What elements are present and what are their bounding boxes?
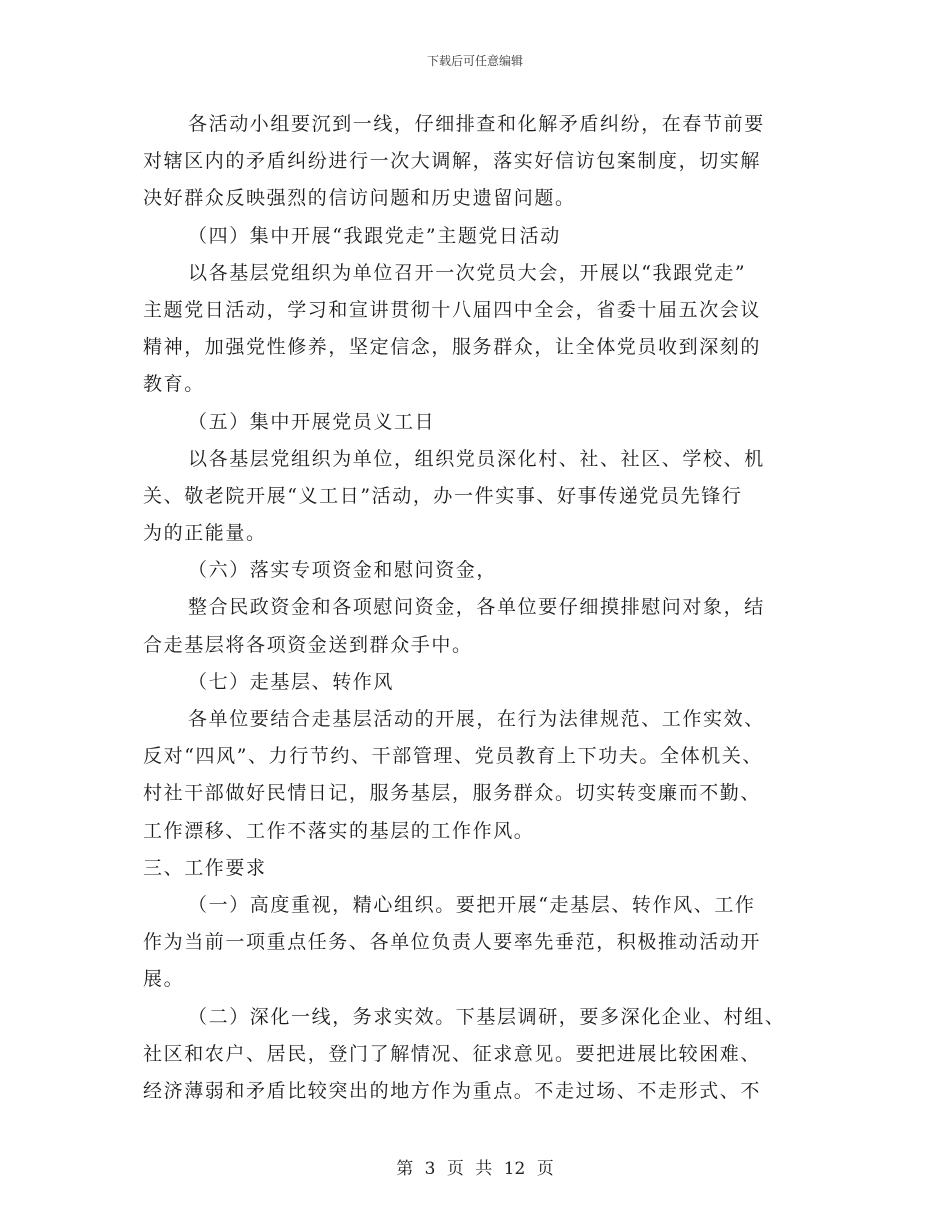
paragraph-line: 以各基层党组织为单位，组织党员深化村、社、社区、学校、机 (188, 447, 765, 470)
section-heading: （六）落实专项资金和慰问资金， (188, 559, 498, 582)
paragraph-line: 主题党日活动，学习和宣讲贯彻十八届四中全会，省委十届五次会议 (143, 298, 762, 321)
paragraph-line: 以各基层党组织为单位召开一次党员大会，开展以“我跟党走” (188, 261, 747, 284)
paragraph-line: （二）深化一线，务求实效。下基层调研，要多深化企业、村组、 (188, 1005, 786, 1028)
page-number: 第 3 页 共 12 页 (396, 1159, 554, 1179)
paragraph-line: 展。 (143, 968, 185, 991)
paragraph-line: （一）高度重视，精心组织。要把开展“走基层、转作风、工作 (188, 893, 756, 916)
section-heading: （五）集中开展党员义工日 (188, 410, 436, 433)
paragraph-line: 各活动小组要沉到一线，仔细排查和化解矛盾纠纷，在春节前要 (188, 113, 765, 135)
paragraph-line: 工作漂移、工作不落实的基层的工作作风。 (143, 819, 535, 842)
paragraph-line: 对辖区内的矛盾纠纷进行一次大调解，落实好信访包案制度，切实解 (143, 150, 762, 173)
section-heading: 三、工作要求 (143, 856, 267, 879)
paragraph-line: 教育。 (143, 373, 205, 396)
paragraph-line: 作为当前一项重点任务、各单位负责人要率先垂范，积极推动活动开 (143, 931, 762, 954)
paragraph-line: 关、敬老院开展“义工日”活动，办一件实事、好事传递党员先锋行 (143, 484, 743, 507)
paragraph-line: 整合民政资金和各项慰问资金，各单位要仔细摸排慰问对象，结 (188, 596, 765, 619)
document-body (143, 106, 813, 1110)
paragraph-line: 村社干部做好民情日记，服务基层，服务群众。切实转变廉而不勤、 (143, 782, 762, 805)
paragraph-line: 合走基层将各项资金送到群众手中。 (143, 633, 473, 656)
paragraph-line: 为的正能量。 (143, 522, 267, 545)
paragraph-line: 反对“四风”、力行节约、干部管理、党员教育上下功夫。全体机关、 (143, 745, 764, 768)
section-heading: （七）走基层、转作风 (188, 670, 395, 693)
paragraph-line: 精神，加强党性修养，坚定信念，服务群众，让全体党员收到深刻的 (143, 336, 762, 359)
paragraph-line: 经济薄弱和矛盾比较突出的地方作为重点。不走过场、不走形式、不 (143, 1079, 762, 1102)
paragraph-line: 社区和农户、居民，登门了解情况、征求意见。要把进展比较困难、 (143, 1042, 762, 1065)
paragraph-line: 各单位要结合走基层活动的开展，在行为法律规范、工作实效、 (188, 708, 765, 730)
paragraph-line: 决好群众反映强烈的信访问题和历史遗留问题。 (143, 187, 576, 210)
section-heading: （四）集中开展“我跟党走”主题党日活动 (188, 224, 561, 247)
page-header: 下载后可任意编辑 (426, 54, 523, 68)
